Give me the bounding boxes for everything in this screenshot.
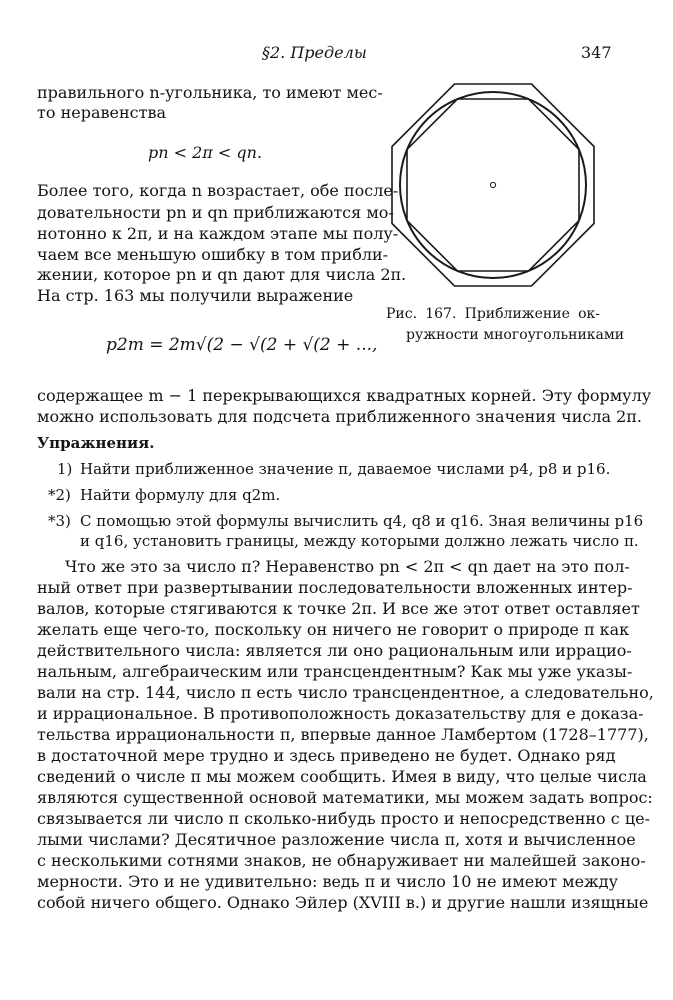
polygon-approximation-figure (386, 78, 602, 294)
exercise-number: 1) (57, 460, 73, 478)
text-line: Более того, когда n возрастает, обе после- (37, 181, 399, 200)
text-line: жении, которое pn и qn дают для числа 2π. (37, 265, 407, 284)
text-line: то неравенства (37, 103, 166, 122)
text-line: лыми числами? Десятичное разложение числа π, хотя и вычисленное (37, 830, 636, 849)
figure-caption-line: ружности многоугольниками (406, 327, 625, 343)
text-line: желать еще чего-то, поскольку он ничего не говорит о природе π как (37, 620, 630, 639)
text-line: содержащее m − 1 перекрывающихся квадратных корней. Эту формулу (37, 386, 652, 405)
exercise-text: С помощью этой формулы вычислить q4, q8 и q16. Зная величины p16 (80, 512, 644, 530)
text-line: правильного n-угольника, то имеют мес- (37, 83, 383, 102)
center-point (490, 182, 495, 187)
text-line: довательности pn и qn приближаются мо- (37, 203, 394, 222)
text-line: и иррациональное. В противоположность доказательству для e доказа- (37, 704, 644, 723)
exercise-text: Найти формулу для q2m. (80, 486, 281, 504)
exercise-number: *3) (48, 512, 71, 530)
text-line: являются существенной основой математики, мы можем задать вопрос: (37, 788, 653, 807)
figure-caption-line: Рис. 167. Приближение ок- (386, 306, 600, 322)
text-line: Что же это за число π? Неравенство pn < 2π < qn дает на это пол- (65, 557, 630, 576)
text-line: в достаточной мере трудно и здесь приведено не будет. Однако ряд (37, 746, 616, 765)
text-line: можно использовать для подсчета приближенного значения числа 2π. (37, 407, 642, 426)
text-line: действительного числа: является ли оно рациональным или иррацио- (37, 641, 632, 660)
running-head-section: §2. Пределы (262, 43, 367, 62)
text-line: вали на стр. 144, число π есть число трансцендентное, а следовательно, (37, 683, 654, 702)
text-line: ный ответ при развертывании последовательности вложенных интер- (37, 578, 633, 597)
text-line: с несколькими сотнями знаков, не обнаруживает ни малейшей законо- (37, 851, 646, 870)
text-line: собой ничего общего. Однако Эйлер (XVIII в.) и другие нашли изящные (37, 893, 649, 912)
text-line: связывается ли число π сколько-нибудь просто и непосредственно с це- (37, 809, 650, 828)
exercise-number: *2) (48, 486, 71, 504)
text-line: чаем все меньшую ошибку в том прибли- (37, 245, 389, 264)
text-line: мерности. Это и не удивительно: ведь π и число 10 не имеют между (37, 872, 619, 891)
text-line: сведений о числе π мы можем сообщить. Имея в виду, что целые числа (37, 767, 647, 786)
text-line: нальным, алгебраическим или трансцендентным? Как мы уже указы- (37, 662, 633, 681)
text-line: тельства иррациональности π, впервые данное Ламбертом (1728–1777), (37, 725, 649, 744)
text-line: валов, которые стягиваются к точке 2π. И все же этот ответ оставляет (37, 599, 640, 618)
exercises-heading: Упражнения. (37, 434, 155, 452)
text-line: нотонно к 2π, и на каждом этапе мы полу- (37, 224, 399, 243)
exercise-text: Найти приближенное значение π, даваемое числами p4, p8 и p16. (80, 460, 611, 478)
exercise-text: и q16, установить границы, между которыми должно лежать число π. (80, 532, 639, 550)
inequality-formula: pn < 2π < qn. (148, 143, 263, 162)
text-line: На стр. 163 мы получили выражение (37, 286, 354, 305)
nested-radical-formula: p2m = 2m√(2 − √(2 + √(2 + ..., (106, 335, 378, 355)
page-number: 347 (581, 43, 612, 62)
